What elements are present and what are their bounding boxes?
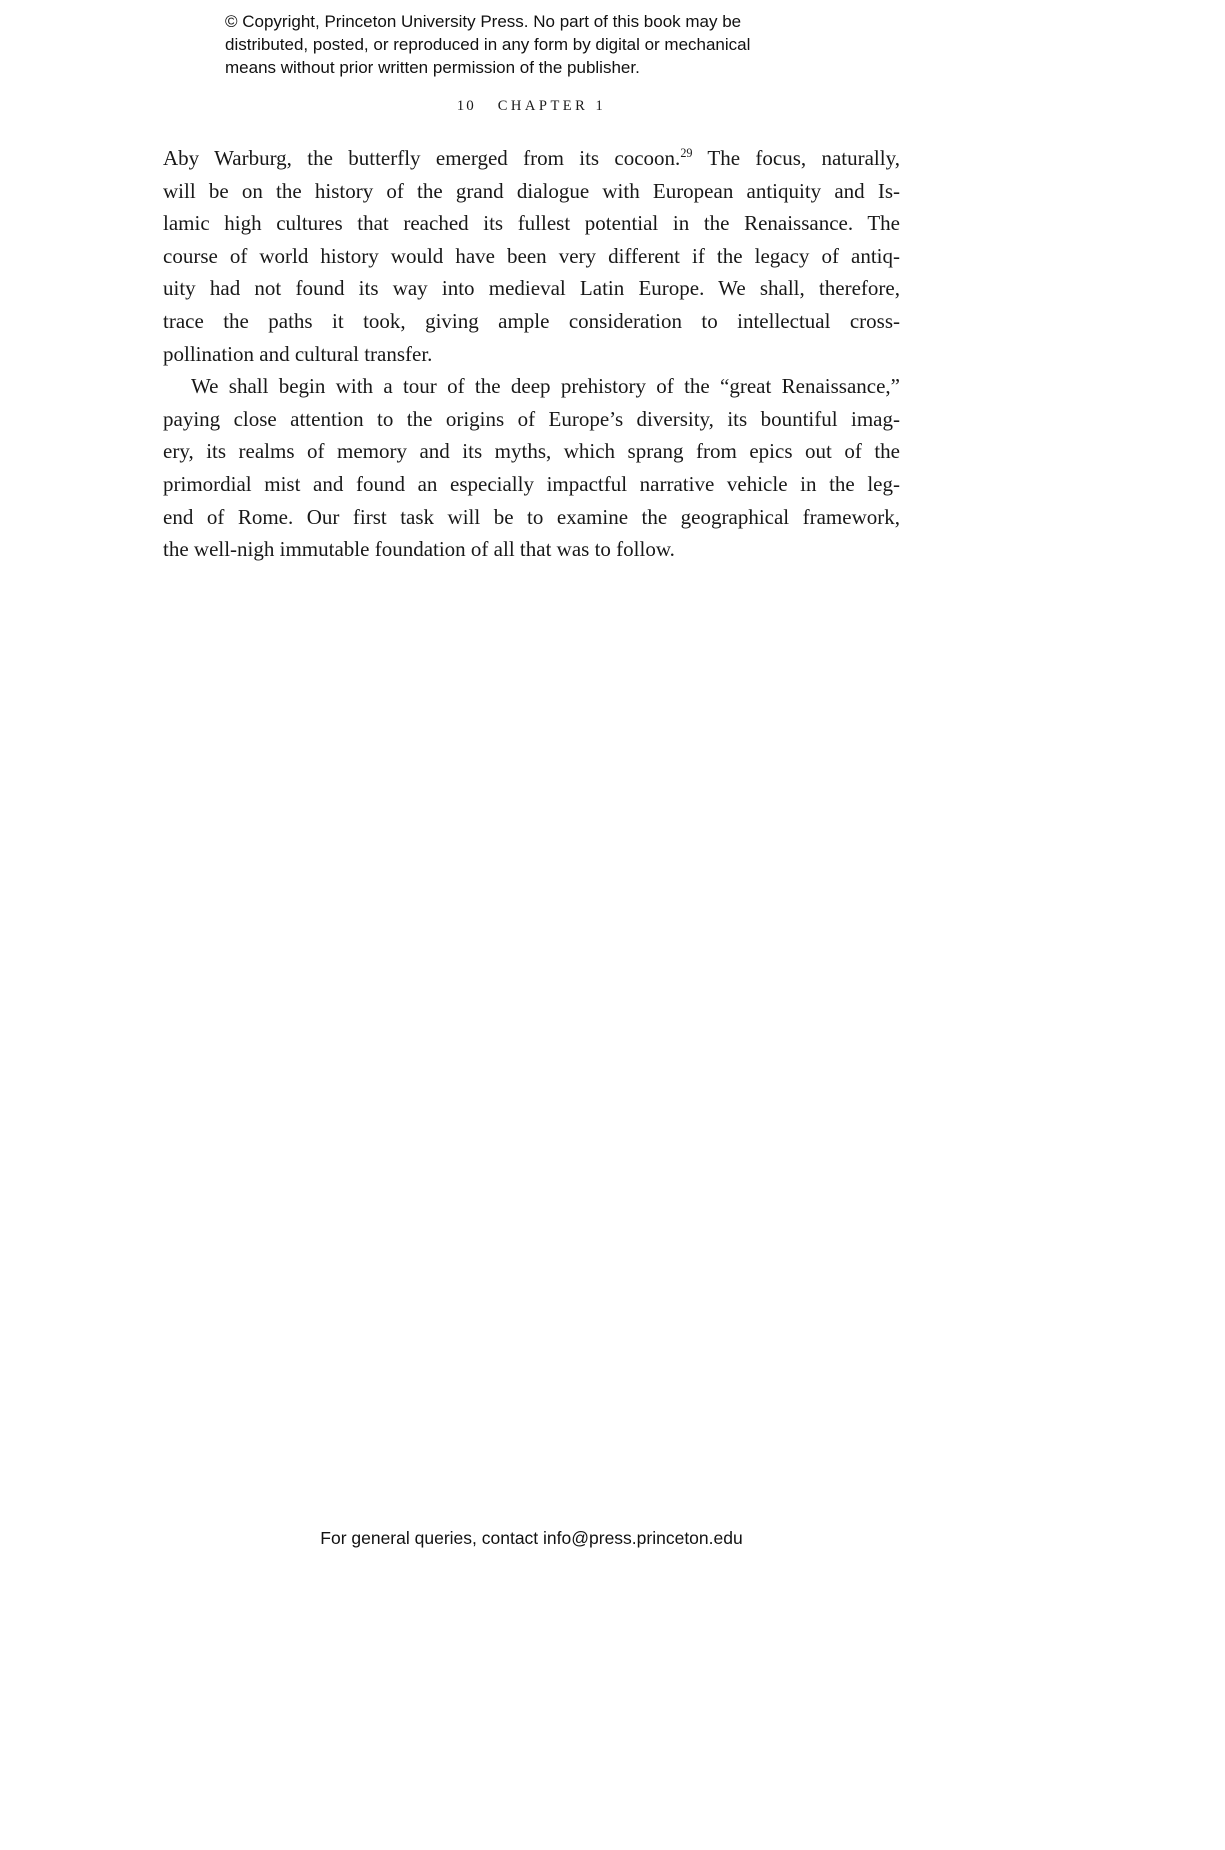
body-line: end of Rome. Our first task will be to examine the geographical framework,: [163, 504, 900, 529]
body-text: [163, 142, 900, 566]
body-line: trace the paths it took, giving ample consideration to intellectual cross-: [163, 308, 900, 333]
body-line: paying close attention to the origins of Europe’s diversity, its bountiful imag-: [163, 406, 900, 431]
body-line: pollination and cultural transfer.: [163, 341, 433, 366]
body-line: will be on the history of the grand dialogue with European antiquity and Is-: [163, 178, 900, 203]
body-line: ery, its realms of memory and its myths, which sprang from epics out of the: [163, 439, 900, 464]
body-line-text: Aby Warburg, the butterfly emerged from its cocoon.: [163, 146, 681, 170]
body-line: [163, 142, 900, 175]
footer-contact-line: For general queries, contact info@press.princeton.edu: [320, 1528, 743, 1548]
copyright-line: © Copyright, Princeton University Press. No part of this book may be: [225, 12, 742, 31]
chapter-label: CHAPTER 1: [497, 98, 607, 114]
footnote-marker: 29: [680, 146, 693, 160]
page-number: 10: [456, 98, 476, 114]
body-line-text: The focus, naturally,: [692, 146, 900, 170]
body-line: uity had not found its way into medieval Latin Europe. We shall, therefore,: [163, 276, 900, 301]
body-line: lamic high cultures that reached its fullest potential in the Renaissance. The: [163, 211, 900, 236]
copyright-line: distributed, posted, or reproduced in any form by digital or mechanical: [225, 35, 751, 54]
body-line: course of world history would have been very different if the legacy of antiq-: [163, 243, 900, 268]
copyright-notice: [225, 10, 825, 79]
body-line: We shall begin with a tour of the deep prehistory of the “great Renaissance,”: [191, 374, 900, 399]
copyright-line: means without prior written permission of the publisher.: [225, 58, 640, 77]
body-line: the well-nigh immutable foundation of all that was to follow.: [163, 537, 675, 562]
paragraph: [163, 370, 900, 566]
running-head: [163, 98, 900, 115]
paragraph: [163, 142, 900, 370]
body-line: primordial mist and found an especially impactful narrative vehicle in the leg-: [163, 471, 900, 496]
